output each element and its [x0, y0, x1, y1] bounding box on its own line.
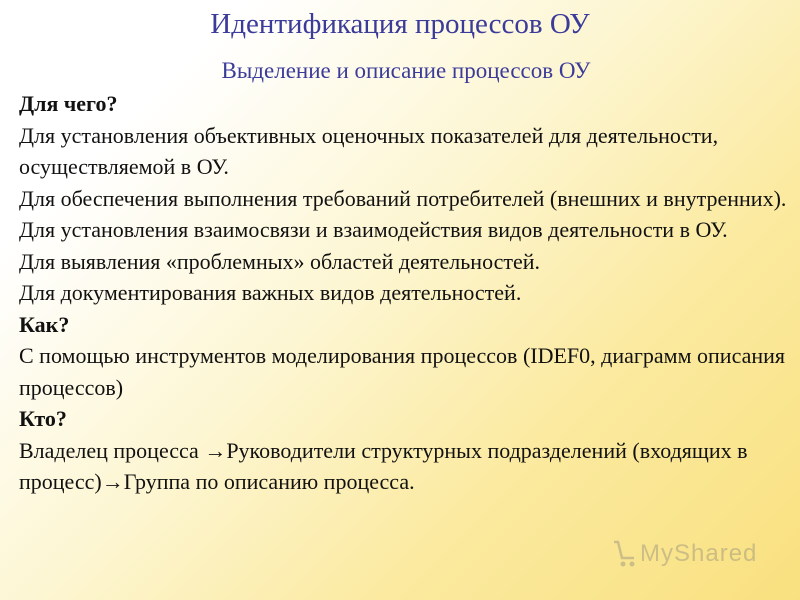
body-paragraph: С помощью инструментов моделирования процессов (IDEF0, диаграмм описания процессов): [19, 343, 786, 400]
body-paragraph: Для установления объективных оценочных показателей для деятельности, осуществляемой в ОУ.: [19, 122, 719, 179]
body-paragraph: Как?: [19, 311, 70, 337]
body-paragraph: Для документирования важных видов деятельностей.: [19, 280, 522, 305]
body-paragraph: Для выявления «проблемных» областей деятельностей.: [19, 248, 541, 274]
slide-body: [19, 88, 789, 498]
cart-icon: [612, 536, 638, 570]
slide-title: Идентификация процессов ОУ: [210, 8, 590, 40]
body-paragraph: Для обеспечения выполнения требований потребителей (внешних и внутренних).: [19, 185, 787, 211]
watermark-text: MyShared: [640, 540, 758, 567]
body-paragraph: Владелец процесса →Руководители структурных подразделений (входящих в процесс)→Группа по описанию процесса.: [19, 437, 748, 494]
body-paragraph: Для чего?: [19, 91, 118, 116]
body-paragraph: Кто?: [19, 406, 67, 431]
watermark-logo: [612, 536, 772, 576]
body-paragraph: Для установления взаимосвязи и взаимодействия видов деятельности в ОУ.: [19, 217, 728, 242]
slide-subtitle: Выделение и описание процессов ОУ: [221, 58, 591, 83]
